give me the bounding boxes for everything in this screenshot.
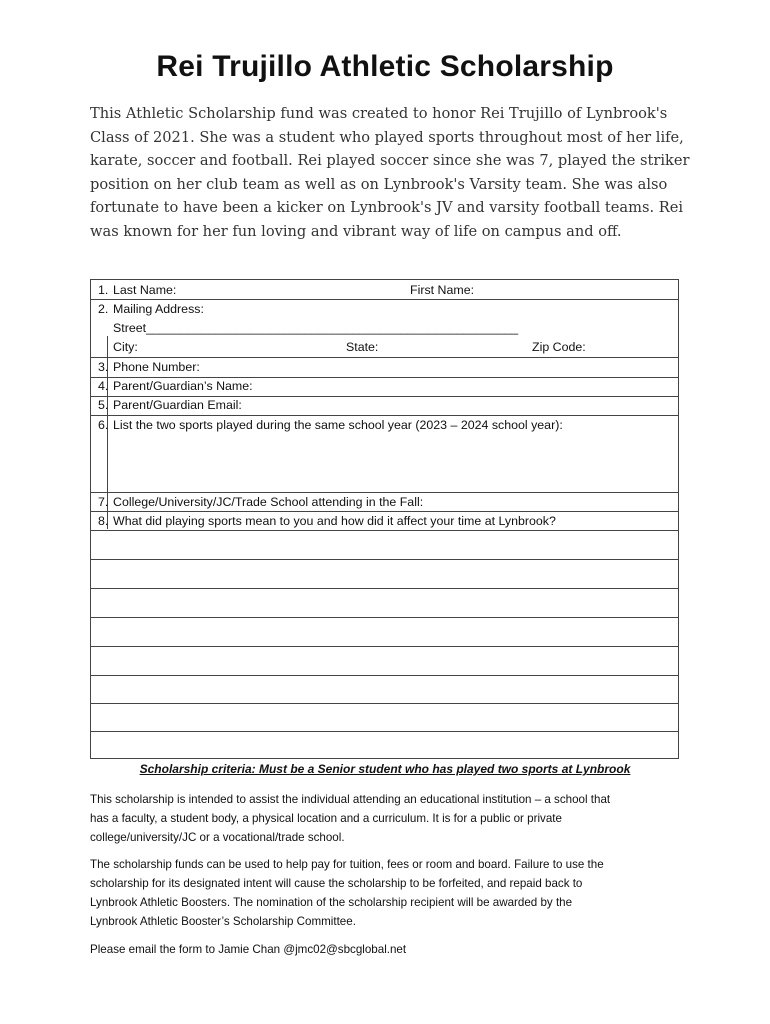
question-number: 7. [98, 495, 109, 509]
scholarship-purpose-paragraph [90, 790, 690, 847]
paragraph-line: This scholarship is intended to assist the individual attending an educational institution – a school that [90, 793, 611, 806]
contact-instructions: Please email the form to Jamie Chan @jmc02@sbcglobal.net [90, 943, 407, 956]
sports-label: List the two sports played during the same school year (2023 – 2024 school year): [113, 418, 563, 432]
question-number: 6. [98, 418, 109, 432]
question-number: 1. [98, 283, 109, 297]
state-label: State: [346, 340, 379, 354]
question-number: 2. [98, 302, 109, 316]
row-divider [91, 511, 678, 512]
answer-line [91, 675, 678, 676]
answer-line [91, 703, 678, 704]
sports-meaning-label: What did playing sports mean to you and how did it affect your time at Lynbrook? [113, 514, 556, 528]
paragraph-line: scholarship for its designated intent will cause the scholarship to be forfeited, and repaid back to [90, 877, 583, 890]
answer-line [91, 588, 678, 589]
first-name-label: First Name: [410, 283, 475, 297]
paragraph-line: has a faculty, a student body, a physical location and a curriculum. It is for a public or private [90, 812, 562, 825]
intro-paragraph [90, 102, 690, 244]
question-number: 8. [98, 514, 109, 528]
intro-line: Class of 2021. She was a student who played sports throughout most of her life, [90, 128, 684, 146]
intro-line: This Athletic Scholarship fund was created to honor Rei Trujillo of Lynbrook's [90, 105, 668, 122]
answer-line [91, 559, 678, 560]
paragraph-line: Lynbrook Athletic Booster’s Scholarship Committee. [90, 915, 356, 928]
row-divider [91, 492, 678, 493]
scholarship-funds-paragraph [90, 855, 690, 931]
paragraph-line: The scholarship funds can be used to help pay for tuition, fees or room and board. Failure to use the [90, 858, 604, 871]
row-divider [91, 415, 678, 416]
question-number: 4. [98, 379, 109, 393]
phone-label: Phone Number: [113, 360, 200, 374]
answer-line [91, 646, 678, 647]
intro-line: was known for her fun loving and vibrant way of life on campus and off. [90, 222, 622, 240]
intro-line: fortunate to have been a kicker on Lynbrook's JV and varsity football teams. Rei [90, 199, 684, 217]
question-number: 5. [98, 398, 109, 412]
scholarship-criteria: Scholarship criteria: Must be a Senior student who has played two sports at Lynbrook [139, 762, 631, 776]
page-title: Rei Trujillo Athletic Scholarship [156, 50, 614, 83]
row-divider [91, 357, 678, 358]
guardian-email-label: Parent/Guardian Email: [113, 398, 242, 412]
application-form [90, 279, 679, 759]
intro-line: position on her club team as well as on Lynbrook's Varsity team. She was also [90, 175, 668, 193]
street-field[interactable]: Street______________________________________________________ [113, 321, 519, 335]
zip-code-label: Zip Code: [532, 340, 586, 354]
mailing-address-label: Mailing Address: [113, 302, 204, 316]
paragraph-line: college/university/JC or a vocational/trade school. [90, 831, 345, 844]
row-divider [91, 530, 678, 531]
row-divider [91, 377, 678, 378]
row-divider [91, 299, 678, 300]
college-label: College/University/JC/Trade School attending in the Fall: [113, 495, 424, 509]
paragraph-line: Lynbrook Athletic Boosters. The nomination of the scholarship recipient will be awarded by the [90, 896, 573, 909]
question-number: 3. [98, 360, 109, 374]
intro-line: karate, soccer and football. Rei played soccer since she was 7, played the striker [90, 152, 690, 170]
answer-line [91, 617, 678, 618]
guardian-name-label: Parent/Guardian’s Name: [113, 379, 253, 393]
answer-line [91, 731, 678, 732]
last-name-label: Last Name: [113, 283, 177, 297]
row-divider [91, 396, 678, 397]
city-label: City: [113, 340, 138, 354]
